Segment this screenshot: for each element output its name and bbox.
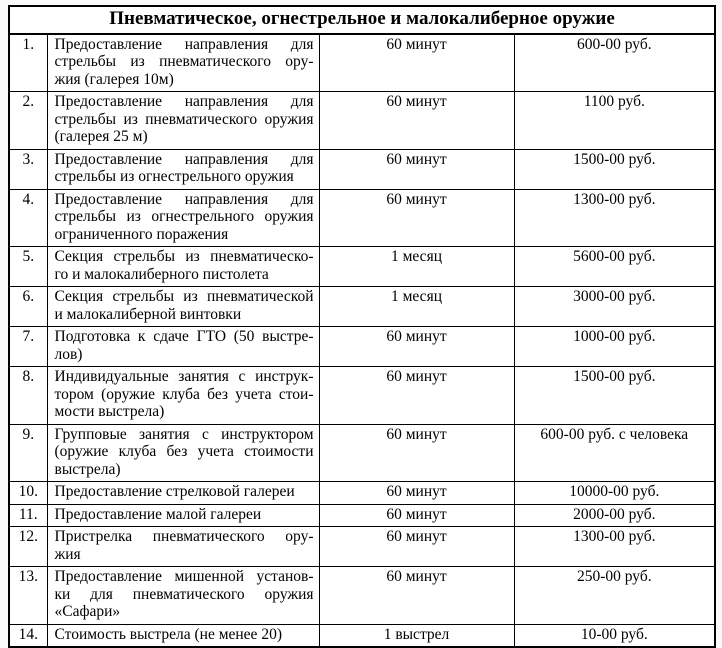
service-description: Предоставление направления для стрельбы из огнестрельного оружия ограниченного поражения (47, 189, 319, 247)
row-number: 12. (9, 527, 47, 567)
price-cell: 1100 руб. (514, 92, 715, 150)
service-description: Предоставление направления для стрельбы из огнестрельного оружия (47, 149, 319, 189)
pricing-table (8, 5, 716, 648)
service-description: Секция стрельбы из пневматической и малокалиберной винтовки (47, 287, 319, 327)
duration-cell: 60 минут (319, 527, 514, 567)
row-number: 13. (9, 567, 47, 625)
table-row (9, 247, 715, 287)
table-row (9, 527, 715, 567)
duration-cell: 60 минут (319, 424, 514, 482)
table-title-row (9, 6, 715, 34)
table-row (9, 149, 715, 189)
row-number: 3. (9, 149, 47, 189)
table-row (9, 34, 715, 92)
row-number: 5. (9, 247, 47, 287)
service-description: Индивидуальные занятия с инструк- тором (оружие клуба без учета стои- мости выстрела) (47, 367, 319, 425)
table-row (9, 624, 715, 647)
price-cell: 1000-00 руб. (514, 327, 715, 367)
duration-cell: 1 месяц (319, 247, 514, 287)
row-number: 14. (9, 624, 47, 647)
price-cell: 2000-00 руб. (514, 504, 715, 527)
duration-cell: 60 минут (319, 189, 514, 247)
price-cell: 600-00 руб. (514, 34, 715, 92)
price-cell: 1300-00 руб. (514, 189, 715, 247)
row-number: 1. (9, 34, 47, 92)
row-number: 9. (9, 424, 47, 482)
service-description: Стоимость выстрела (не менее 20) (47, 624, 319, 647)
service-description: Подготовка к сдаче ГТО (50 выстре- лов) (47, 327, 319, 367)
duration-cell: 60 минут (319, 504, 514, 527)
service-description: Предоставление направления для стрельбы из пневматического ору- жия (галерея 10м) (47, 34, 319, 92)
price-cell: 10-00 руб. (514, 624, 715, 647)
service-description: Предоставление мишенной установ- ки для пневматического оружия «Сафари» (47, 567, 319, 625)
table-title: Пневматическое, огнестрельное и малокалиберное оружие (9, 6, 715, 34)
table-row (9, 504, 715, 527)
table-row (9, 367, 715, 425)
price-cell: 1500-00 руб. (514, 149, 715, 189)
service-description: Предоставление направления для стрельбы из пневматического оружия (галерея 25 м) (47, 92, 319, 150)
duration-cell: 60 минут (319, 92, 514, 150)
row-number: 4. (9, 189, 47, 247)
duration-cell: 60 минут (319, 567, 514, 625)
duration-cell: 1 месяц (319, 287, 514, 327)
table-row (9, 567, 715, 625)
price-cell: 1300-00 руб. (514, 527, 715, 567)
duration-cell: 1 выстрел (319, 624, 514, 647)
price-cell: 5600-00 руб. (514, 247, 715, 287)
service-description: Предоставление малой галереи (47, 504, 319, 527)
duration-cell: 60 минут (319, 482, 514, 505)
duration-cell: 60 минут (319, 149, 514, 189)
service-description: Пристрелка пневматического ору- жия (47, 527, 319, 567)
service-description: Секция стрельбы из пневматическо- го и малокалиберного пистолета (47, 247, 319, 287)
row-number: 7. (9, 327, 47, 367)
table-row (9, 482, 715, 505)
price-cell: 3000-00 руб. (514, 287, 715, 327)
table-row (9, 424, 715, 482)
row-number: 8. (9, 367, 47, 425)
service-description: Предоставление стрелковой галереи (47, 482, 319, 505)
duration-cell: 60 минут (319, 327, 514, 367)
row-number: 6. (9, 287, 47, 327)
duration-cell: 60 минут (319, 367, 514, 425)
table-row (9, 287, 715, 327)
duration-cell: 60 минут (319, 34, 514, 92)
row-number: 10. (9, 482, 47, 505)
price-cell: 600-00 руб. с человека (514, 424, 715, 482)
table-row (9, 327, 715, 367)
price-cell: 250-00 руб. (514, 567, 715, 625)
table-row (9, 92, 715, 150)
row-number: 2. (9, 92, 47, 150)
price-cell: 1500-00 руб. (514, 367, 715, 425)
service-description: Групповые занятия с инструктором (оружие клуба без учета стоимости выстрела) (47, 424, 319, 482)
row-number: 11. (9, 504, 47, 527)
table-row (9, 189, 715, 247)
price-cell: 10000-00 руб. (514, 482, 715, 505)
